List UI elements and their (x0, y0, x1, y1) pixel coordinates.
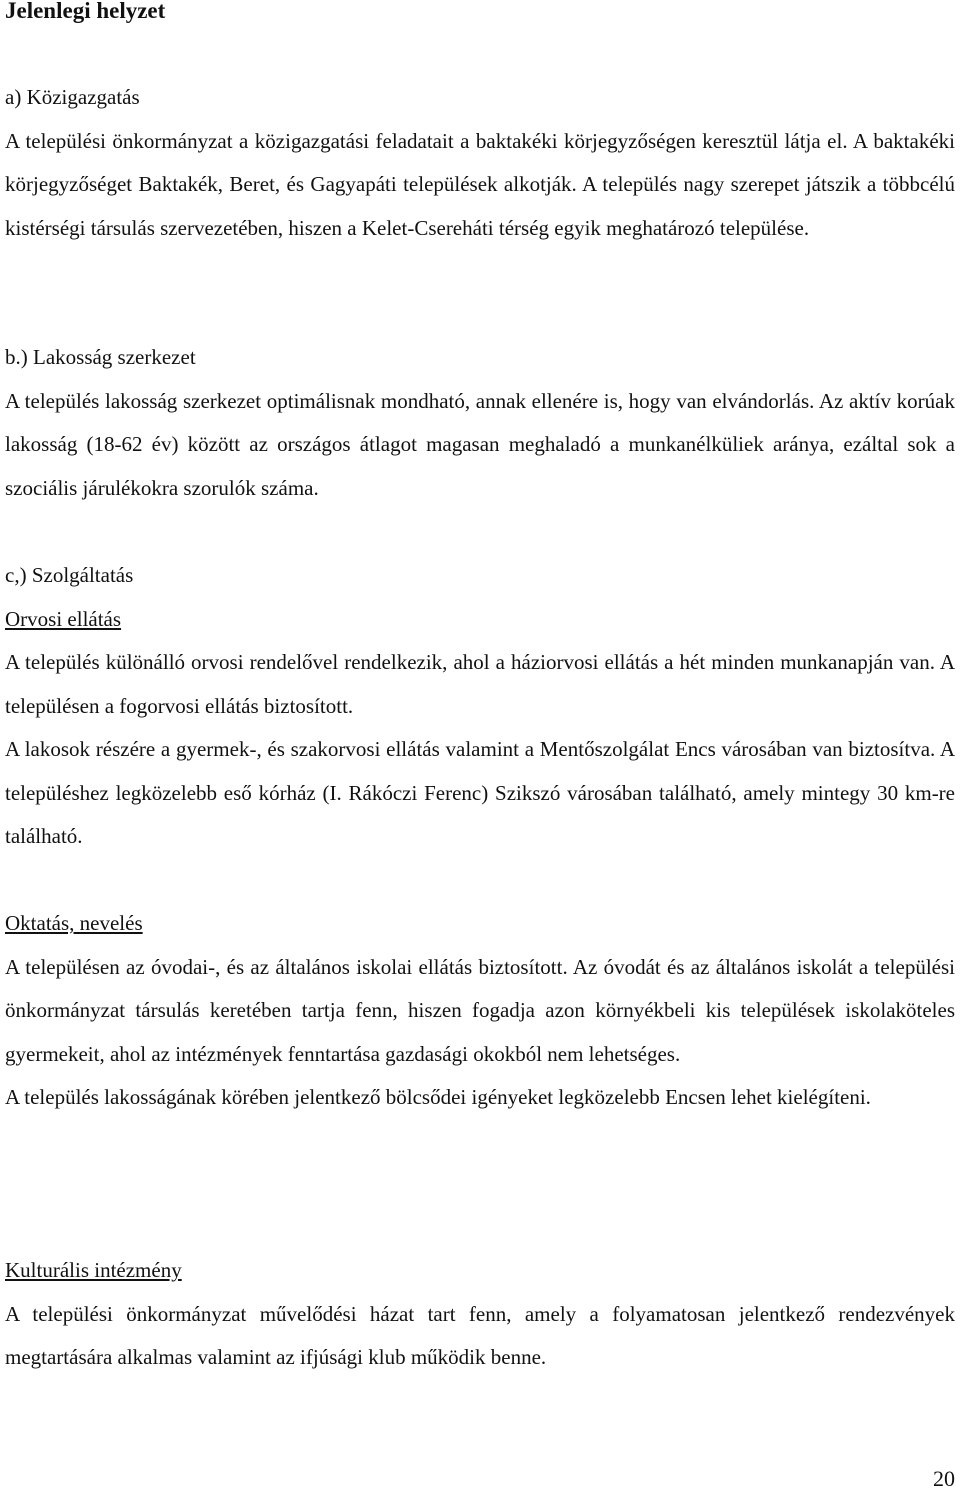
section-culture (5, 1249, 955, 1380)
paragraph-health-1: A település különálló orvosi rendelővel rendelkezik, ahol a háziorvosi ellátás a hét minden munkanapján van. A településen a fogorvosi ellátás biztosított. (5, 650, 955, 718)
section-education (5, 902, 955, 1120)
paragraph-population: A település lakosság szerkezet optimálisnak mondható, annak ellenére is, hogy van elvándorlás. Az aktív korúak lakosság (18-62 év) között az országos átlagot magasan meghaladó a munkanélküliek aránya, ezáltal sok a szociális járulékokra szorulók száma. (5, 388, 955, 500)
section-services (5, 554, 955, 859)
section-population (5, 336, 955, 510)
subheading-health: Orvosi ellátás (5, 606, 122, 631)
section-heading-a: a) Közigazgatás (5, 85, 140, 109)
subheading-education: Oktatás, nevelés (5, 911, 143, 935)
section-public-administration (5, 76, 955, 250)
paragraph-health-2: A lakosok részére a gyermek-, és szakorvosi ellátás valamint a Mentőszolgálat Encs városában van biztosítva. A településhez legközelebb eső kórház (I. Rákóczi Ferenc) Szikszó városában található, amely mintegy 30 km-re található. (5, 737, 955, 848)
page-title: Jelenlegi helyzet (5, 0, 166, 23)
paragraph-education-2: A település lakosságának körében jelentkező bölcsődei igényeket legközelebb Encsen lehet kielégíteni. (5, 1085, 871, 1109)
section-heading-b: b.) Lakosság szerkezet (5, 345, 196, 369)
section-heading-c: c,) Szolgáltatás (5, 563, 134, 587)
paragraph-education-1: A településen az óvodai-, és az általános iskolai ellátás biztosított. Az óvodát és az általános iskolát a települési önkormányzat társulás keretében tartja fenn, hiszen fogadja azon környékbeli kis települések iskolaköteles gyermekeit, ahol az intézmények fenntartása gazdasági okokból nem lehetséges. (5, 954, 955, 1066)
paragraph-culture: A települési önkormányzat művelődési házat tart fenn, amely a folyamatosan jelentkező rendezvények megtartására alkalmas valamint az ifjúsági klub működik benne. (5, 1301, 955, 1369)
page-number: 20 (933, 1466, 955, 1491)
subheading-culture: Kulturális intézmény (5, 1258, 182, 1282)
paragraph-public-administration: A települési önkormányzat a közigazgatási feladatait a baktakéki körjegyzőségen keresztül látja el. A baktakéki körjegyzőséget Baktakék, Beret, és Gagyapáti települések alkotják. A település nagy szerepet játszik a többcélú kistérségi társulás szervezetében, hiszen a Kelet-Csereháti térség egyik meghatározó települése. (5, 128, 955, 240)
